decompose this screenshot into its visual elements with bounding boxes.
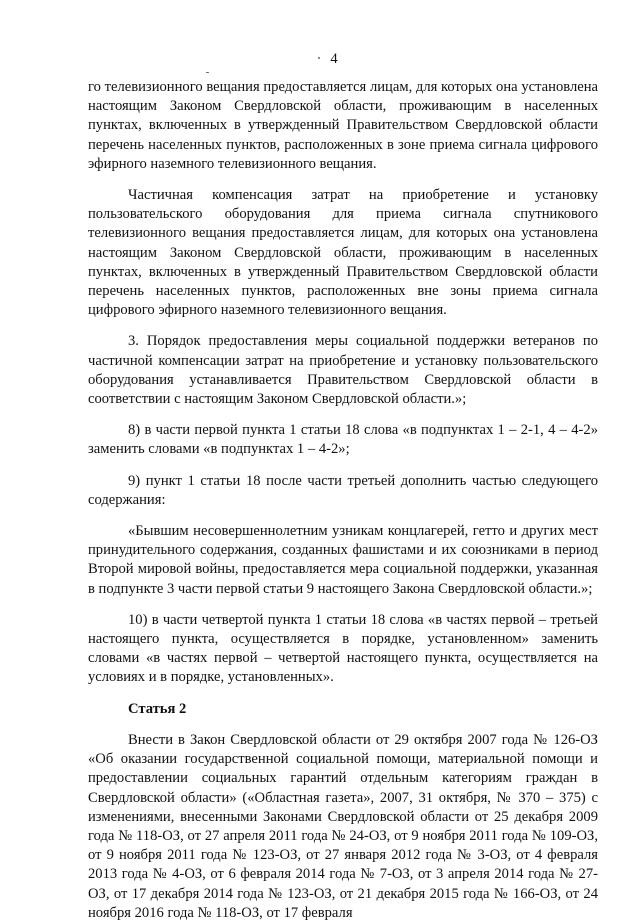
- paragraph-quoted-text: «Бывшим несовершеннолетним узникам концлагерей, гетто и других мест принудительного содержания, созданных фашистами и их союзниками в период Второй мировой войны, предоставляется мера социальной поддержки, указанная в подпункте 3 части первой статьи 9 настоящего Закона Свердловской области.»;: [88, 523, 598, 597]
- paragraph-satellite-compensation: Частичная компенсация затрат на приобретение и установку пользовательского оборудования для приема сигнала спутникового телевизионного вещания предоставляется лицам, для которых она установлена настоящим Законом Свердловской области, проживающим в населенных пунктах, включенных в утвержденный Правительством Свердловской области перечень населенных пунктов, расположенных вне зоны приема сигнала цифрового эфирного наземного телевизионного вещания.: [88, 187, 598, 319]
- page-number: 4: [330, 51, 338, 67]
- paragraph-item-3: 3. Порядок предоставления меры социальной поддержки ветеранов по частичной компенсации затрат на приобретение и установку пользовательского оборудования устанавливается Правительством Свердловской области в соответствии с настоящим Законом Свердловской области.»;: [88, 333, 598, 408]
- document-body: [88, 78, 598, 923]
- paragraph-item-8: 8) в части первой пункта 1 статьи 18 слова «в подпунктах 1 – 2-1, 4 – 4-2» заменить словами «в подпунктах 1 – 4-2»;: [88, 422, 598, 458]
- paragraph-article-2-body: Внести в Закон Свердловской области от 29 октября 2007 года № 126-ОЗ «Об оказании государственной социальной помощи, материальной помощи и предоставлении социальных гарантий отдельным категориям граждан в Свердловской области» («Областная газета», 2007, 31 октября, № 370 – 375) с изменениями, внесенными Законами Свердловской области от 25 декабря 2009 года № 118-ОЗ, от 27 апреля 2011 года № 24-ОЗ, от 9 ноября 2011 года № 109-ОЗ, от 9 ноября 2011 года № 123-ОЗ, от 27 января 2012 года № 3-ОЗ, от 4 февраля 2013 года № 4-ОЗ, от 6 февраля 2014 года № 7-ОЗ, от 3 апреля 2014 года № 27-ОЗ, от 17 декабря 2014 года № 123-ОЗ, от 21 декабря 2015 года № 166-ОЗ, от 24 ноября 2016 года № 118-ОЗ, от 17 февраля: [88, 731, 598, 921]
- article-heading: Статья 2: [128, 700, 187, 717]
- paragraph-item-10: 10) в части четвертой пункта 1 статьи 18 слова «в частях первой – третьей настоящего пункта, осуществляется в порядке, установленном» заменить словами «в частях первой – четвертой настоящего пункта, осуществляется на условиях и в порядке, установленных».: [88, 611, 598, 686]
- paragraph-item-9: 9) пункт 1 статьи 18 после части третьей дополнить частью следующего содержания:: [88, 472, 598, 508]
- paragraph-continuation: го телевизионного вещания предоставляется лицам, для которых она установлена настоящим Законом Свердловской области, проживающим в населенных пунктах, включенных в утвержденный Правительством Свердловской области перечень населенных пунктов, расположенных в зоне приема сигнала цифрового эфирного наземного телевизионного вещания.: [88, 79, 598, 172]
- scan-speck: [206, 72, 209, 73]
